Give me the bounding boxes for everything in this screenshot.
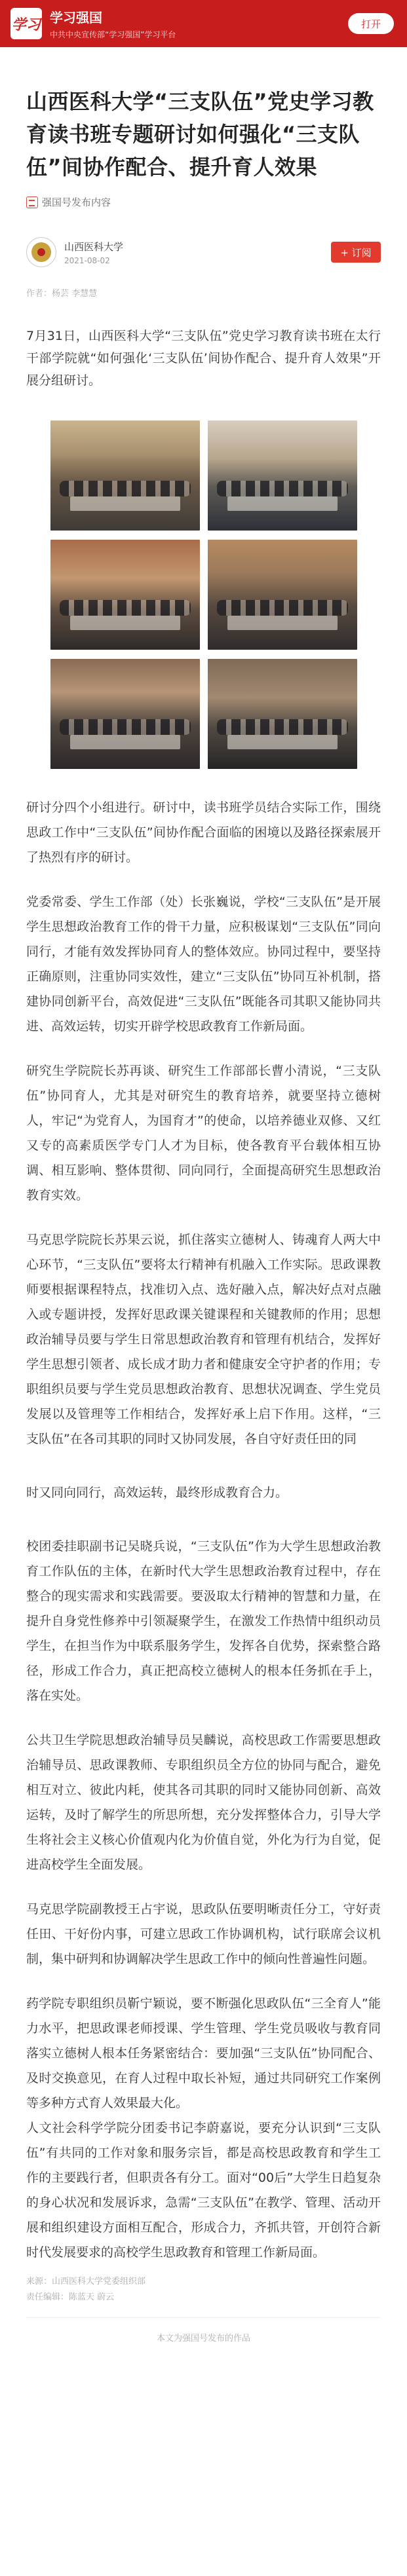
paragraph: 马克思学院院长苏果云说，抓住落实立德树人、铸魂育人两大中心环节，“三支队伍”要将太行精神有机融入工作实际。思政课教师要根据课程特点，找准切入点、选好融入点，解决好点对点融入或专题讲授，发挥好思政课关键课程和关键教师的作用；思想政治辅导员要与学生日常思想政治教育和管理有机结合，发挥好学生思想引领者、成长成才助力者和健康安全守护者的作用；专职组织员要与学生党员思想政治教育、思想状况调查、学生党员发展以及管理等工作相结合，发挥好承上启下作用。这样，“三支队伍”在各司其职的同时又协同发展，各自守好责任田的同 [26,1233,381,1446]
editor-credit: 责任编辑：陈蓝天 蔚云 [26,2292,115,2302]
app-subtitle: 中共中央宣传部“学习强国”学习平台 [50,30,176,39]
open-app-button[interactable]: 打开 [348,13,394,34]
paragraph: 党委常委、学生工作部（处）长张巍说，学校“三支队伍”是开展学生思想政治教育工作的骨干力量，应积极谋划“三支队伍”同向同行，才能有效发挥协同育人的整体效应。协同过程中，要坚持正确原则，注重协同实效性，建立“三支队伍”协同互补机制，搭建协同创新平台，高效促进“三支队伍”既能各司其职又能协同共进、高效运转，切实开辟学校思政教育工作新局面。 [26,895,381,1034]
source-label: 强国号发布内容 [42,196,111,208]
copyright-note: 本文为强国号发布的作品 [156,2334,250,2343]
divider [26,2317,381,2318]
xuexi-logo-icon [10,8,42,39]
document-icon [26,196,38,208]
paragraph: 马克思学院副教授王占宇说，思政队伍要明晰责任分工，守好责任田、干好份内事，可建立思政工作协调机构，试行联席会议机制，集中研判和协调解决学生思政工作中的倾向性普遍性问题。 [26,1902,381,1966]
paragraph: 研究生学院院长苏再谈、研究生工作部部长曹小清说，“三支队伍”协同育人，尤其是对研究生的教育培养，就要坚持立德树人，牢记“为党育人，为国育才”的使命，以培养德业双修、又红又专的高素质医学专门人才为目标，使各教育平台载体相互协调、相互影响、整体贯彻、同向同行，全面提高研究生思想政治教育实效。 [26,1064,381,1203]
paragraph: 公共卫生学院思想政治辅导员吴麟说，高校思政工作需要思想政治辅导员、思政课教师、专职组织员全方位的协同与配合，避免相互对立、彼此内耗，使其各司其职的同时又能协同创新、高效运转，及时了解学生的所思所想，充分发挥整体合力，引导大学生将社会主义核心价值观内化为价值自觉，外化为行为自觉，促进高校学生全面发展。 [26,1733,381,1872]
author-row [26,235,381,269]
avatar[interactable] [26,237,56,267]
paragraph: 研讨分四个小组进行。研讨中，读书班学员结合实际工作，围绕思政工作中“三支队伍”间协作配合面临的困境以及路径探索展开了热烈有序的研讨。 [26,800,381,865]
app-banner [0,0,407,47]
author-name[interactable]: 山西医科大学 [64,240,124,253]
photo-discussion-3[interactable] [50,540,200,650]
app-name: 学习强国 [50,10,102,26]
photo-discussion-6[interactable] [208,659,357,769]
article-footer [26,2274,381,2305]
paragraph: 时又同向同行，高效运转，最终形成教育合力。 [26,1485,288,1500]
logo-text: 学习 [11,16,41,33]
subscribe-button[interactable]: + 订阅 [331,242,381,263]
paragraph: 药学院专职组织员靳宁颖说，要不断强化思政队伍“三全育人”能力水平，把思政课老师授课、学生管理、学生党员吸收与教育同落实立德树人根本任务紧密结合：要加强“三支队伍”协同配合、及时交换意见，在育人过程中取长补短，通过共同研究工作案例等多种方式育人效果最大化。 [26,1996,381,2110]
photo-discussion-1[interactable] [50,420,200,531]
app-info [50,7,176,40]
article [0,85,407,2343]
paragraph: 人文社会科学学院分团委书记李蔚嘉说，要充分认识到“三支队伍”有共同的工作对象和服务宗旨，都是高校思政教育和学生工作的主要践行者，但职责各有分工。面对“00后”大学生日趋复杂的身心状况和发展诉求，急需“三支队伍”在教学、管理、活动开展和组织建设方面相互配合，形成合力，齐抓共管，开创符合新时代发展要求的高校学生思政教育和管理工作新局面。 [26,2121,381,2260]
author-date: 2021-08-02 [64,255,110,265]
university-emblem-icon [31,242,51,262]
photo-discussion-4[interactable] [208,540,357,650]
source-line [26,195,381,209]
photo-grid [26,420,381,769]
article-meta [26,286,381,299]
source-credit: 来源：山西医科大学党委组织部 [26,2277,146,2287]
author-info [64,240,123,265]
photo-discussion-5[interactable] [50,659,200,769]
author-label: 作者：杨芸 李慧慧 [26,289,98,299]
paragraph: 校团委挂职副书记吴晓兵说，“三支队伍”作为大学生思想政治教育工作队伍的主体，在新时代大学生思想政治教育过程中，存在整合的现实需求和实践需要。要汲取太行精神的智慧和力量，在提升自身党性修养中引领凝聚学生，在激发工作热情中组织动员学生，在担当作为中联系服务学生，发挥各自优势，探索整合路径，形成工作合力，真正把高校立德树人的根本任务抓在手上，落在实处。 [26,1539,381,1703]
photo-discussion-2[interactable] [208,420,357,531]
lead-paragraph: 7月31日，山西医科大学“三支队伍”党史学习教育读书班在太行干部学院就“如何强化‘三支队伍’间协作配合、提升育人效果”开展分组研讨。 [26,329,381,388]
article-title: 山西医科大学“三支队伍”党史学习教育读书班专题研讨如何强化“三支队伍”间协作配合、提升育人效果 [26,89,374,179]
